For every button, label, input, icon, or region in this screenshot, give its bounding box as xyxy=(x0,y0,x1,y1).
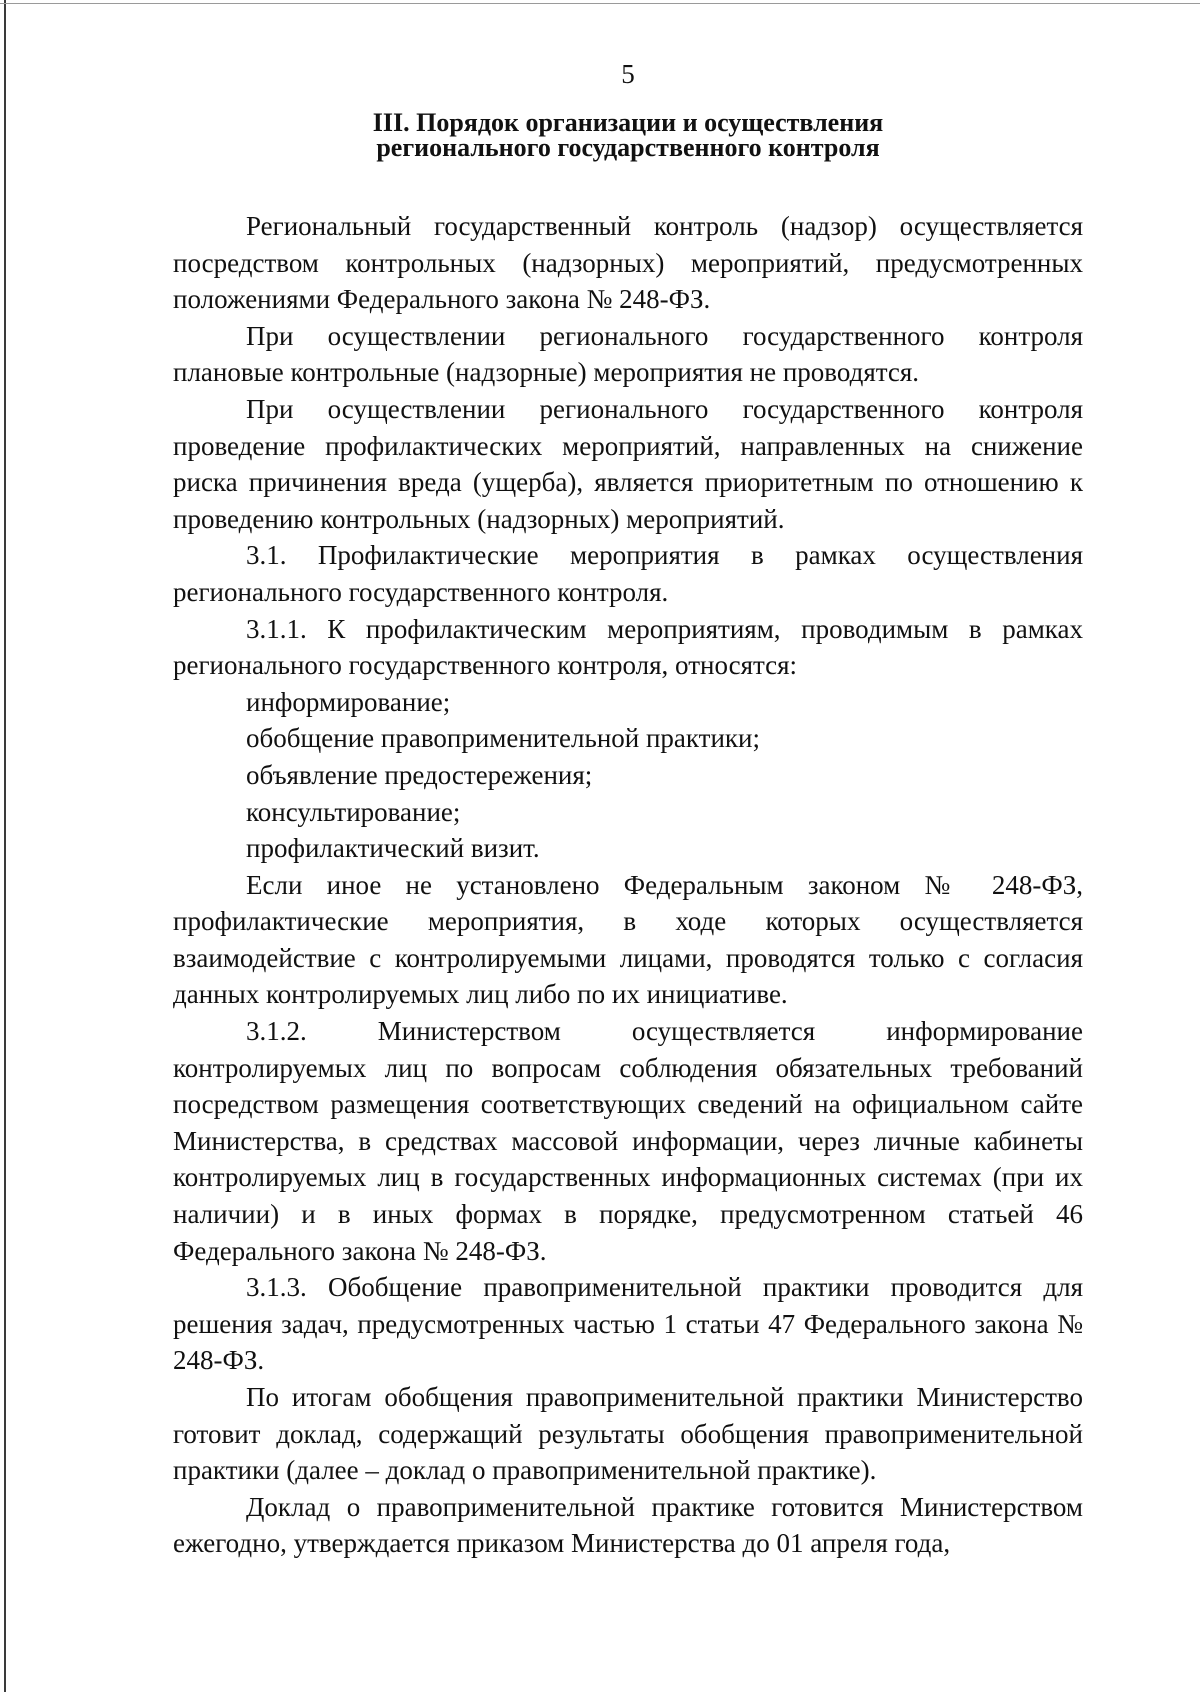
paragraph-2: При осуществлении регионального государственного контроля плановые контрольные (надзорные) мероприятия не проводятся. xyxy=(173,320,1083,388)
section-title xyxy=(173,110,1083,160)
list-item-4: консультирование; xyxy=(246,796,461,827)
paragraph-3-1-3: 3.1.3. Обобщение правоприменительной практики проводится для решения задач, предусмотренных частью 1 статьи 47 Федерального закона № 248-ФЗ. xyxy=(173,1272,1083,1376)
section-title-line-1: III. Порядок организации и осуществления xyxy=(372,108,884,137)
list-item-5: профилактический визит. xyxy=(246,833,540,864)
list-item-2: обобщение правоприменительной практики; xyxy=(246,723,760,754)
scan-top-edge xyxy=(0,3,1200,4)
paragraph-3-1-1: 3.1.1. К профилактическим мероприятиям, проводимым в рамках регионального государственного контроля, относятся: xyxy=(173,613,1083,681)
paragraph-3-1-2: 3.1.2. Министерством осуществляется информирование контролируемых лиц по вопросам соблюдения обязательных требований посредством размещения соответствующих сведений на официальном сайте Министерства, в средствах массовой информации, через личные кабинеты контролируемых лиц в государственных информационных системах (при их наличии) и в иных формах в порядке, предусмотренном статьей 46 Федерального закона № 248-ФЗ. xyxy=(173,1016,1083,1266)
paragraph-1: Региональный государственный контроль (надзор) осуществляется посредством контрольных (надзорных) мероприятий, предусмотренных положениями Федерального закона № 248-ФЗ. xyxy=(173,211,1083,315)
paragraph-3-1: 3.1. Профилактические мероприятия в рамках осуществления регионального государственного контроля. xyxy=(173,540,1083,607)
scan-left-edge xyxy=(4,0,6,1692)
paragraph-report-annual: Доклад о правоприменительной практике готовится Министерством ежегодно, утверждается приказом Министерства до 01 апреля года, xyxy=(173,1491,1083,1559)
paragraph-consent: Если иное не установлено Федеральным законом № 248-ФЗ, профилактические мероприятия, в ходе которых осуществляется взаимодействие с контролируемыми лицами, проводятся только с согласия данных контролируемых лиц либо по их инициативе. xyxy=(173,869,1083,1010)
paragraph-3: При осуществлении регионального государственного контроля проведение профилактических мероприятий, направленных на снижение риска причинения вреда (ущерба), является приоритетным по отношению к проведению контрольных (надзорных) мероприятий. xyxy=(173,393,1083,534)
list-item-3: объявление предостережения; xyxy=(246,759,593,790)
section-title-line-2: регионального государственного контроля xyxy=(376,133,880,162)
page-number: 5 xyxy=(621,59,635,89)
paragraph-report: По итогам обобщения правоприменительной практики Министерство готовит доклад, содержащий результаты обобщения правоприменительной практики (далее – доклад о правоприменительной практике). xyxy=(173,1382,1083,1486)
list-item-1: информирование; xyxy=(246,686,451,717)
document-page xyxy=(173,58,1083,1562)
